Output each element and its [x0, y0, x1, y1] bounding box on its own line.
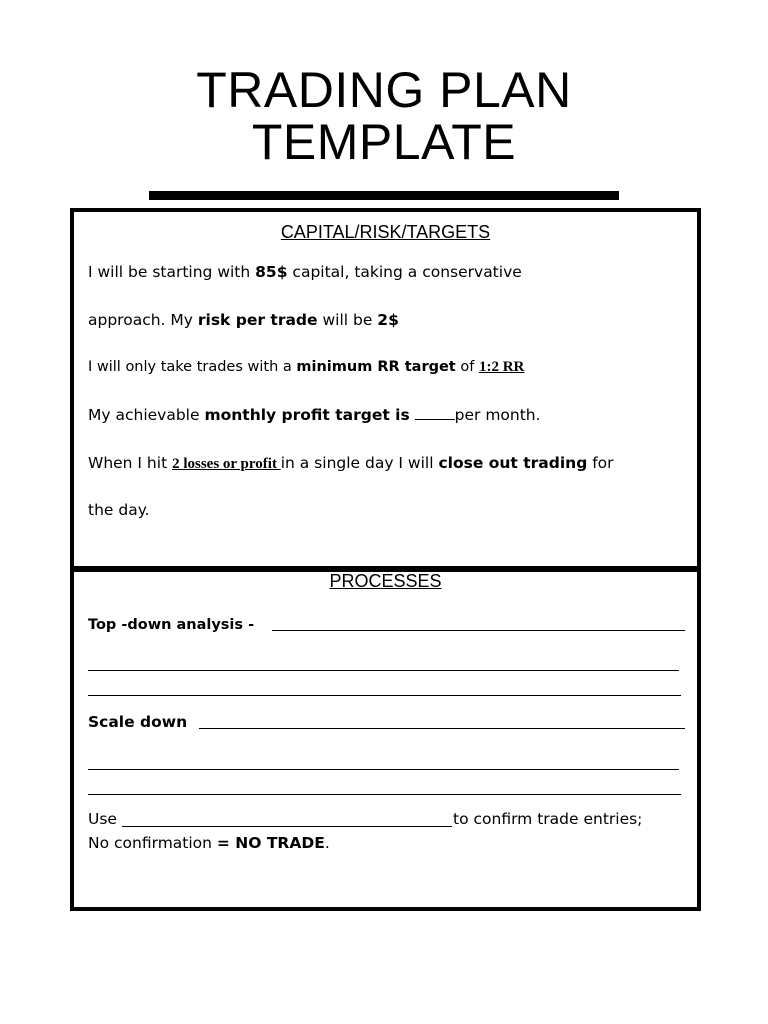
scale-down-label: Scale down	[88, 713, 188, 731]
topdown-label: Top -down analysis -	[88, 617, 255, 633]
no-trade-label: = NO TRADE	[216, 834, 325, 852]
text: I will only take trades with a	[88, 359, 297, 375]
text: When I hit	[88, 454, 173, 472]
text: in a single day I will	[280, 454, 439, 472]
confirmation-blank[interactable]	[122, 826, 452, 827]
topdown-blank-2[interactable]	[88, 670, 679, 671]
text: for	[587, 454, 614, 472]
text: approach. My	[88, 311, 198, 329]
capital-heading: CAPITAL/RISK/TARGETS	[280, 222, 491, 242]
text: No confirmation	[88, 834, 217, 852]
text: Use	[88, 810, 117, 828]
monthly-target-blank[interactable]	[415, 405, 455, 420]
rr-value: 1:2 RR	[478, 359, 525, 375]
monthly-target-label: monthly profit target is	[204, 406, 410, 424]
risk-per-trade-line	[88, 310, 399, 330]
processes-heading: PROCESSES	[329, 571, 442, 591]
text: .	[324, 834, 330, 852]
scale-down-line	[88, 712, 187, 732]
daily-stop-line	[88, 453, 614, 474]
text: My achievable	[88, 406, 205, 424]
topdown-blank-1[interactable]	[272, 630, 685, 631]
text: I will be starting with	[88, 263, 256, 281]
text: capital, taking a conservative	[287, 263, 522, 281]
text: of	[455, 359, 479, 375]
page-title-line2: TEMPLATE	[251, 114, 517, 170]
scale-down-blank-2[interactable]	[88, 769, 679, 770]
text: will be	[317, 311, 378, 329]
use-confirm-line	[88, 809, 117, 829]
risk-label: risk per trade	[197, 311, 318, 329]
daily-stop-condition: 2 losses or profit	[172, 456, 281, 472]
rr-target-line	[88, 357, 524, 377]
scale-down-blank-1[interactable]	[199, 728, 685, 729]
use-confirm-text: to confirm trade entries;	[453, 810, 643, 828]
section-divider	[70, 566, 701, 570]
scale-down-blank-3[interactable]	[88, 794, 681, 795]
monthly-target-line	[88, 405, 541, 425]
title-underline-bar	[149, 191, 619, 200]
topdown-analysis-line	[88, 615, 254, 635]
text: per month.	[454, 406, 541, 424]
no-trade-line	[88, 833, 330, 853]
capital-amount: 85$	[255, 263, 288, 281]
rr-label: minimum RR target	[296, 359, 456, 375]
daily-stop-line-cont: the day.	[88, 501, 150, 519]
close-out-label: close out trading	[438, 454, 588, 472]
risk-amount: 2$	[377, 311, 399, 329]
page-title-line1: TRADING PLAN	[196, 62, 572, 118]
starting-capital-line	[88, 262, 522, 282]
topdown-blank-3[interactable]	[88, 695, 681, 696]
